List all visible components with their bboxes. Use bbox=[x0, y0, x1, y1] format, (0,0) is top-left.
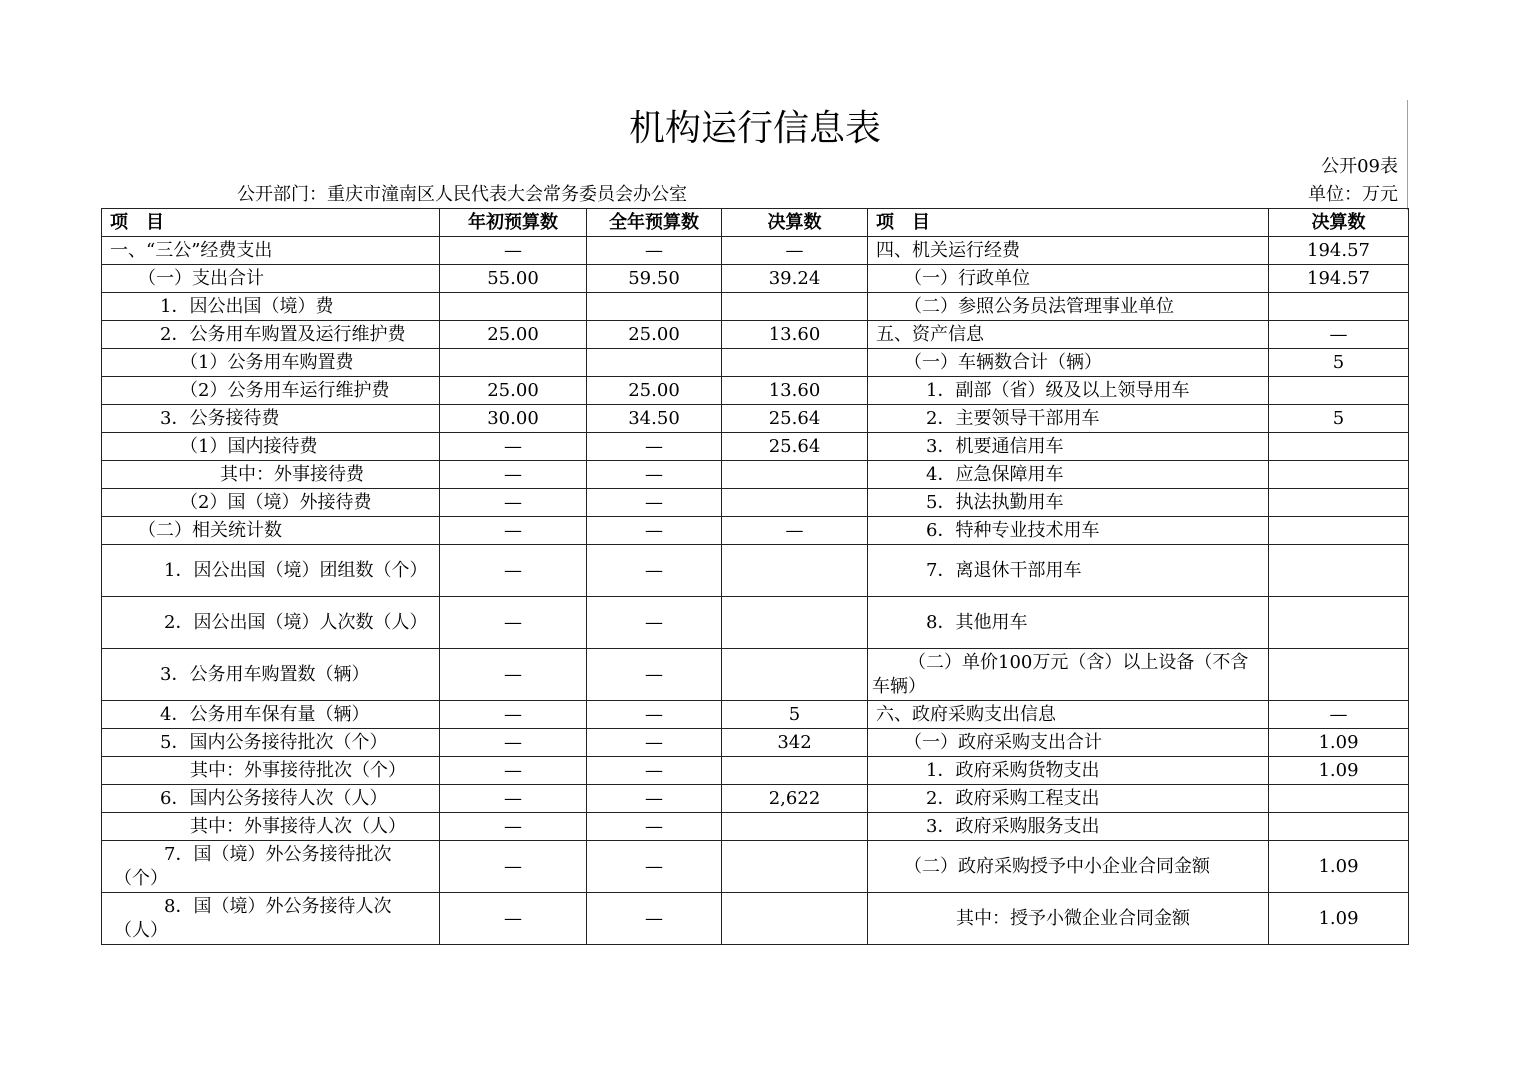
final-cell bbox=[722, 757, 868, 785]
final-cell: — bbox=[722, 517, 868, 545]
budget-initial-cell: — bbox=[440, 545, 587, 597]
final-cell: 342 bbox=[722, 729, 868, 757]
right-final-cell: — bbox=[1269, 701, 1409, 729]
right-item: 2．政府采购工程支出 bbox=[868, 785, 1269, 813]
table-row bbox=[102, 377, 1409, 405]
right-item: 四、机关运行经费 bbox=[868, 237, 1269, 265]
budget-full-cell: — bbox=[587, 729, 722, 757]
table-row bbox=[102, 729, 1409, 757]
budget-full-cell: — bbox=[587, 841, 722, 893]
table-row bbox=[102, 813, 1409, 841]
left-item: 其中：外事接待批次（个） bbox=[102, 757, 440, 785]
left-item: 2．公务用车购置及运行维护费 bbox=[102, 321, 440, 349]
budget-full-cell: — bbox=[587, 433, 722, 461]
left-item bbox=[102, 841, 440, 893]
department-label: 公开部门：重庆市潼南区人民代表大会常务委员会办公室 bbox=[237, 184, 687, 205]
header-final-left: 决算数 bbox=[722, 209, 868, 237]
left-item: （2）国（境）外接待费 bbox=[102, 489, 440, 517]
right-final-cell bbox=[1269, 293, 1409, 321]
table-row bbox=[102, 433, 1409, 461]
left-item: （一）支出合计 bbox=[102, 265, 440, 293]
budget-full-cell: 34.50 bbox=[587, 405, 722, 433]
right-item: 2．主要领导干部用车 bbox=[868, 405, 1269, 433]
table-row bbox=[102, 265, 1409, 293]
budget-full-cell: — bbox=[587, 461, 722, 489]
final-cell bbox=[722, 489, 868, 517]
budget-initial-cell: — bbox=[440, 893, 587, 945]
budget-initial-cell: — bbox=[440, 813, 587, 841]
left-item: 1．因公出国（境）费 bbox=[102, 293, 440, 321]
left-item: 4．公务用车保有量（辆） bbox=[102, 701, 440, 729]
right-item: 五、资产信息 bbox=[868, 321, 1269, 349]
right-item: 5．执法执勤用车 bbox=[868, 489, 1269, 517]
final-cell bbox=[722, 649, 868, 701]
unit-label: 单位：万元 bbox=[1308, 184, 1398, 205]
right-item: 6．特种专业技术用车 bbox=[868, 517, 1269, 545]
table-row bbox=[102, 649, 1409, 701]
header-item-right: 项 目 bbox=[868, 209, 1269, 237]
table-row bbox=[102, 293, 1409, 321]
budget-initial-cell: — bbox=[440, 489, 587, 517]
budget-initial-cell: — bbox=[440, 237, 587, 265]
budget-full-cell: — bbox=[587, 597, 722, 649]
right-final-cell bbox=[1269, 461, 1409, 489]
left-item-text: 1．因公出国（境）团组数（个） bbox=[164, 559, 428, 581]
left-item: 3．公务用车购置数（辆） bbox=[102, 649, 440, 701]
right-final-cell: 194.57 bbox=[1269, 265, 1409, 293]
left-item: （二）相关统计数 bbox=[102, 517, 440, 545]
table-row bbox=[102, 893, 1409, 945]
header-budget-full: 全年预算数 bbox=[587, 209, 722, 237]
budget-full-cell: 25.00 bbox=[587, 321, 722, 349]
budget-initial-cell: 25.00 bbox=[440, 377, 587, 405]
table-row bbox=[102, 517, 1409, 545]
header-budget-initial: 年初预算数 bbox=[440, 209, 587, 237]
left-item-text: 7．国（境）外公务接待批次（个） bbox=[114, 843, 392, 889]
budget-initial-cell: — bbox=[440, 729, 587, 757]
left-item bbox=[102, 597, 440, 649]
table-row bbox=[102, 461, 1409, 489]
final-cell bbox=[722, 545, 868, 597]
budget-full-cell bbox=[587, 349, 722, 377]
left-item: 5．国内公务接待批次（个） bbox=[102, 729, 440, 757]
right-final-cell: — bbox=[1269, 321, 1409, 349]
right-item: 1．副部（省）级及以上领导用车 bbox=[868, 377, 1269, 405]
final-cell bbox=[722, 349, 868, 377]
budget-initial-cell: — bbox=[440, 597, 587, 649]
left-item: 3．公务接待费 bbox=[102, 405, 440, 433]
final-cell bbox=[722, 813, 868, 841]
right-item: 3．政府采购服务支出 bbox=[868, 813, 1269, 841]
table-row bbox=[102, 785, 1409, 813]
right-final-cell bbox=[1269, 545, 1409, 597]
right-item: 4．应急保障用车 bbox=[868, 461, 1269, 489]
final-cell bbox=[722, 893, 868, 945]
budget-full-cell: — bbox=[587, 545, 722, 597]
budget-initial-cell: — bbox=[440, 433, 587, 461]
budget-initial-cell: — bbox=[440, 785, 587, 813]
table-row bbox=[102, 841, 1409, 893]
right-item: 其中：授予小微企业合同金额 bbox=[868, 893, 1269, 945]
right-item: （二）政府采购授予中小企业合同金额 bbox=[868, 841, 1269, 893]
budget-initial-cell: — bbox=[440, 757, 587, 785]
page-title: 机构运行信息表 bbox=[628, 108, 881, 149]
budget-full-cell: — bbox=[587, 813, 722, 841]
left-item-text: 8．国（境）外公务接待人次（人） bbox=[114, 895, 392, 941]
right-final-cell: 1.09 bbox=[1269, 841, 1409, 893]
budget-initial-cell: 25.00 bbox=[440, 321, 587, 349]
left-item: （1）公务用车购置费 bbox=[102, 349, 440, 377]
budget-initial-cell bbox=[440, 293, 587, 321]
right-final-cell bbox=[1269, 377, 1409, 405]
left-item: （1）国内接待费 bbox=[102, 433, 440, 461]
table-row bbox=[102, 757, 1409, 785]
left-item bbox=[102, 545, 440, 597]
budget-full-cell: — bbox=[587, 893, 722, 945]
table-row bbox=[102, 597, 1409, 649]
left-item: 一、“三公”经费支出 bbox=[102, 237, 440, 265]
info-table bbox=[101, 208, 1409, 945]
final-cell: 2,622 bbox=[722, 785, 868, 813]
right-item-text: （二）单价100万元（含）以上设备（不含车辆） bbox=[872, 651, 1249, 697]
final-cell: 25.64 bbox=[722, 433, 868, 461]
right-final-cell: 5 bbox=[1269, 405, 1409, 433]
header-row bbox=[102, 209, 1409, 237]
budget-initial-cell: — bbox=[440, 517, 587, 545]
left-item: 6．国内公务接待人次（人） bbox=[102, 785, 440, 813]
final-cell: — bbox=[722, 237, 868, 265]
header-item-left: 项 目 bbox=[102, 209, 440, 237]
right-final-cell: 1.09 bbox=[1269, 729, 1409, 757]
final-cell: 25.64 bbox=[722, 405, 868, 433]
right-final-cell bbox=[1269, 517, 1409, 545]
right-final-cell bbox=[1269, 813, 1409, 841]
budget-initial-cell: 55.00 bbox=[440, 265, 587, 293]
final-cell bbox=[722, 293, 868, 321]
table-row bbox=[102, 545, 1409, 597]
right-item: 8．其他用车 bbox=[868, 597, 1269, 649]
final-cell: 5 bbox=[722, 701, 868, 729]
left-item: 其中：外事接待费 bbox=[102, 461, 440, 489]
final-cell bbox=[722, 841, 868, 893]
budget-full-cell: 25.00 bbox=[587, 377, 722, 405]
right-final-cell bbox=[1269, 433, 1409, 461]
budget-initial-cell bbox=[440, 349, 587, 377]
budget-initial-cell: — bbox=[440, 649, 587, 701]
budget-initial-cell: — bbox=[440, 461, 587, 489]
final-cell bbox=[722, 461, 868, 489]
right-item: 六、政府采购支出信息 bbox=[868, 701, 1269, 729]
right-final-cell: 5 bbox=[1269, 349, 1409, 377]
budget-full-cell: — bbox=[587, 757, 722, 785]
budget-full-cell bbox=[587, 293, 722, 321]
right-final-cell bbox=[1269, 649, 1409, 701]
budget-full-cell: — bbox=[587, 701, 722, 729]
final-cell: 13.60 bbox=[722, 377, 868, 405]
right-item: （一）政府采购支出合计 bbox=[868, 729, 1269, 757]
header-final-right: 决算数 bbox=[1269, 209, 1409, 237]
budget-full-cell: — bbox=[587, 489, 722, 517]
table-row bbox=[102, 349, 1409, 377]
budget-initial-cell: — bbox=[440, 701, 587, 729]
left-item bbox=[102, 893, 440, 945]
budget-full-cell: — bbox=[587, 237, 722, 265]
final-cell: 39.24 bbox=[722, 265, 868, 293]
right-final-cell bbox=[1269, 785, 1409, 813]
right-item: 3．机要通信用车 bbox=[868, 433, 1269, 461]
right-item bbox=[868, 649, 1269, 701]
left-item: 其中：外事接待人次（人） bbox=[102, 813, 440, 841]
table-row bbox=[102, 701, 1409, 729]
budget-full-cell: — bbox=[587, 649, 722, 701]
right-final-cell bbox=[1269, 489, 1409, 517]
right-item: （二）参照公务员法管理事业单位 bbox=[868, 293, 1269, 321]
budget-initial-cell: — bbox=[440, 841, 587, 893]
budget-full-cell: 59.50 bbox=[587, 265, 722, 293]
right-item: 7．离退休干部用车 bbox=[868, 545, 1269, 597]
form-code: 公开09表 bbox=[1321, 156, 1398, 177]
right-final-cell: 1.09 bbox=[1269, 757, 1409, 785]
table-row bbox=[102, 321, 1409, 349]
right-item: 1．政府采购货物支出 bbox=[868, 757, 1269, 785]
right-final-cell: 194.57 bbox=[1269, 237, 1409, 265]
table-row bbox=[102, 237, 1409, 265]
table-row bbox=[102, 489, 1409, 517]
left-item: （2）公务用车运行维护费 bbox=[102, 377, 440, 405]
right-final-cell: 1.09 bbox=[1269, 893, 1409, 945]
budget-full-cell: — bbox=[587, 517, 722, 545]
right-item: （一）车辆数合计（辆） bbox=[868, 349, 1269, 377]
budget-initial-cell: 30.00 bbox=[440, 405, 587, 433]
left-item-text: 2．因公出国（境）人次数（人） bbox=[164, 611, 428, 633]
right-item: （一）行政单位 bbox=[868, 265, 1269, 293]
right-final-cell bbox=[1269, 597, 1409, 649]
budget-full-cell: — bbox=[587, 785, 722, 813]
table-row bbox=[102, 405, 1409, 433]
final-cell: 13.60 bbox=[722, 321, 868, 349]
final-cell bbox=[722, 597, 868, 649]
